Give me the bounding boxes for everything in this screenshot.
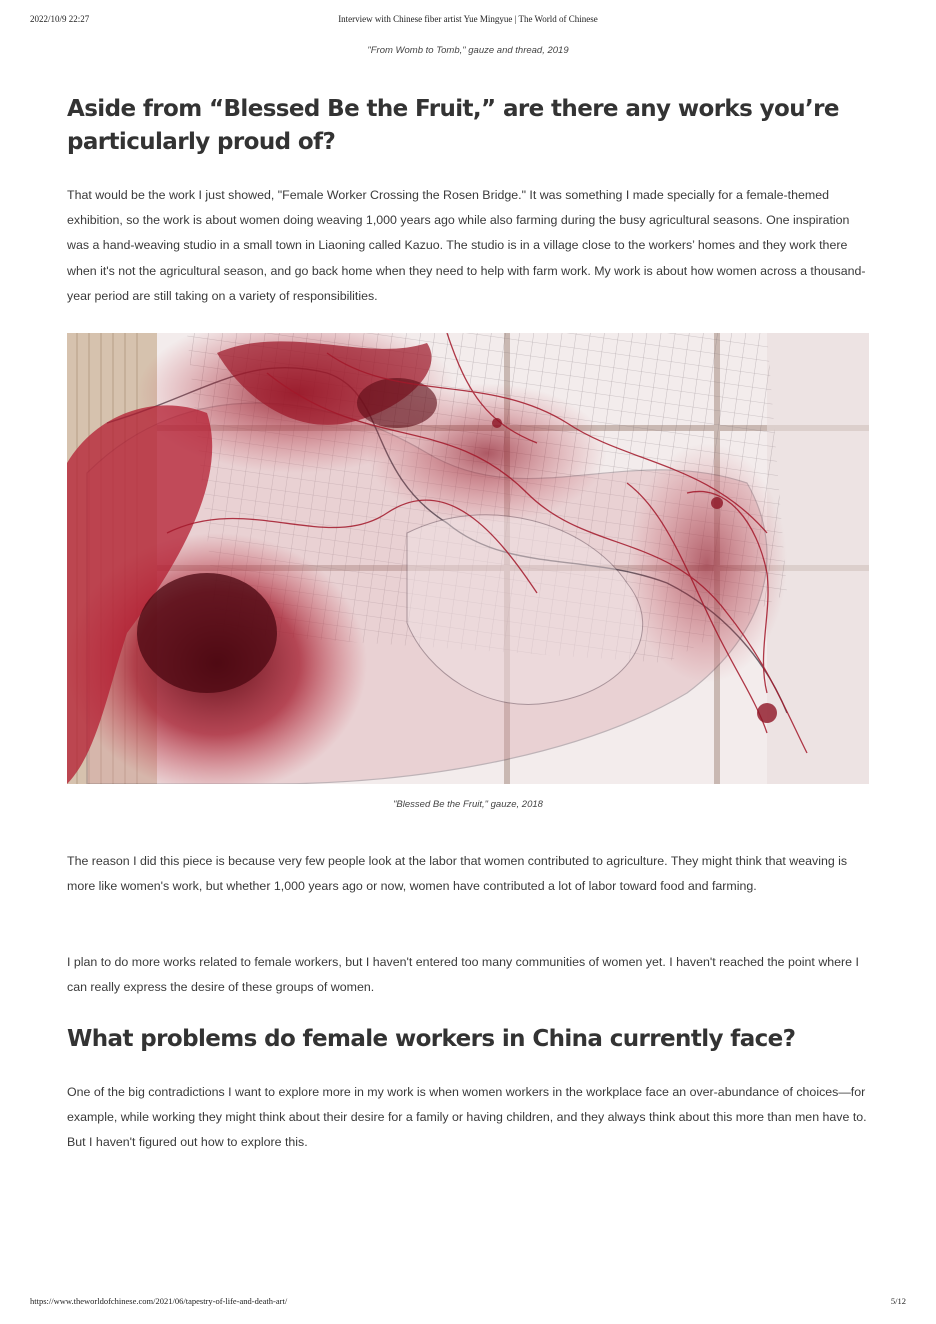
answer-paragraph-labor: The reason I did this piece is because very few people look at the labor that women contributed to agriculture. They might think that weaving is more like women's work, but whether 1,000 years ago or now, women have contributed a lot of labor toward food and farming.: [67, 854, 848, 894]
print-page-number: 5/12: [890, 1296, 906, 1306]
previous-image-caption: "From Womb to Tomb," gauze and thread, 2019: [367, 45, 569, 56]
question-heading-works: Aside from “Blessed Be the Fruit,” are there any works you’re particularly proud of?: [67, 96, 839, 155]
artwork-caption: "Blessed Be the Fruit," gauze, 2018: [393, 799, 543, 810]
artwork-photo: [67, 333, 869, 784]
answer-paragraph-problems: One of the big contradictions I want to explore more in my work is when women workers in the workplace face an over-abundance of choices—for example, while working they might think about their desire for a family or having children, and they always think about this more than men have to. But I haven't figured out how to explore this.: [67, 1085, 867, 1150]
print-page-title: Interview with Chinese fiber artist Yue Mingyue | The World of Chinese: [338, 14, 598, 24]
question-heading-problems: What problems do female workers in China currently face?: [67, 1026, 796, 1052]
answer-paragraph-plans: I plan to do more works related to female workers, but I haven't entered too many communities of women yet. I haven't reached the point where I can really express the desire of these groups of women.: [67, 955, 859, 995]
print-header: [30, 14, 906, 28]
print-url[interactable]: https://www.theworldofchinese.com/2021/06/tapestry-of-life-and-death-art/: [30, 1296, 288, 1306]
print-datetime: 2022/10/9 22:27: [30, 14, 90, 24]
print-footer: [30, 1296, 906, 1310]
answer-paragraph-works: That would be the work I just showed, "Female Worker Crossing the Rosen Bridge." It was something I made specially for a female-themed exhibition, so the work is about women doing weaving 1,000 years ago while also farming during the busy agricultural seasons. One inspiration was a hand-weaving studio in a small town in Liaoning called Kazuo. The studio is in a village close to the workers’ homes and they work there when it's not the agricultural season, and go back home when they need to help with farm work. My work is about how women across a thousand-year period are still taking on a variety of responsibilities.: [67, 188, 866, 303]
